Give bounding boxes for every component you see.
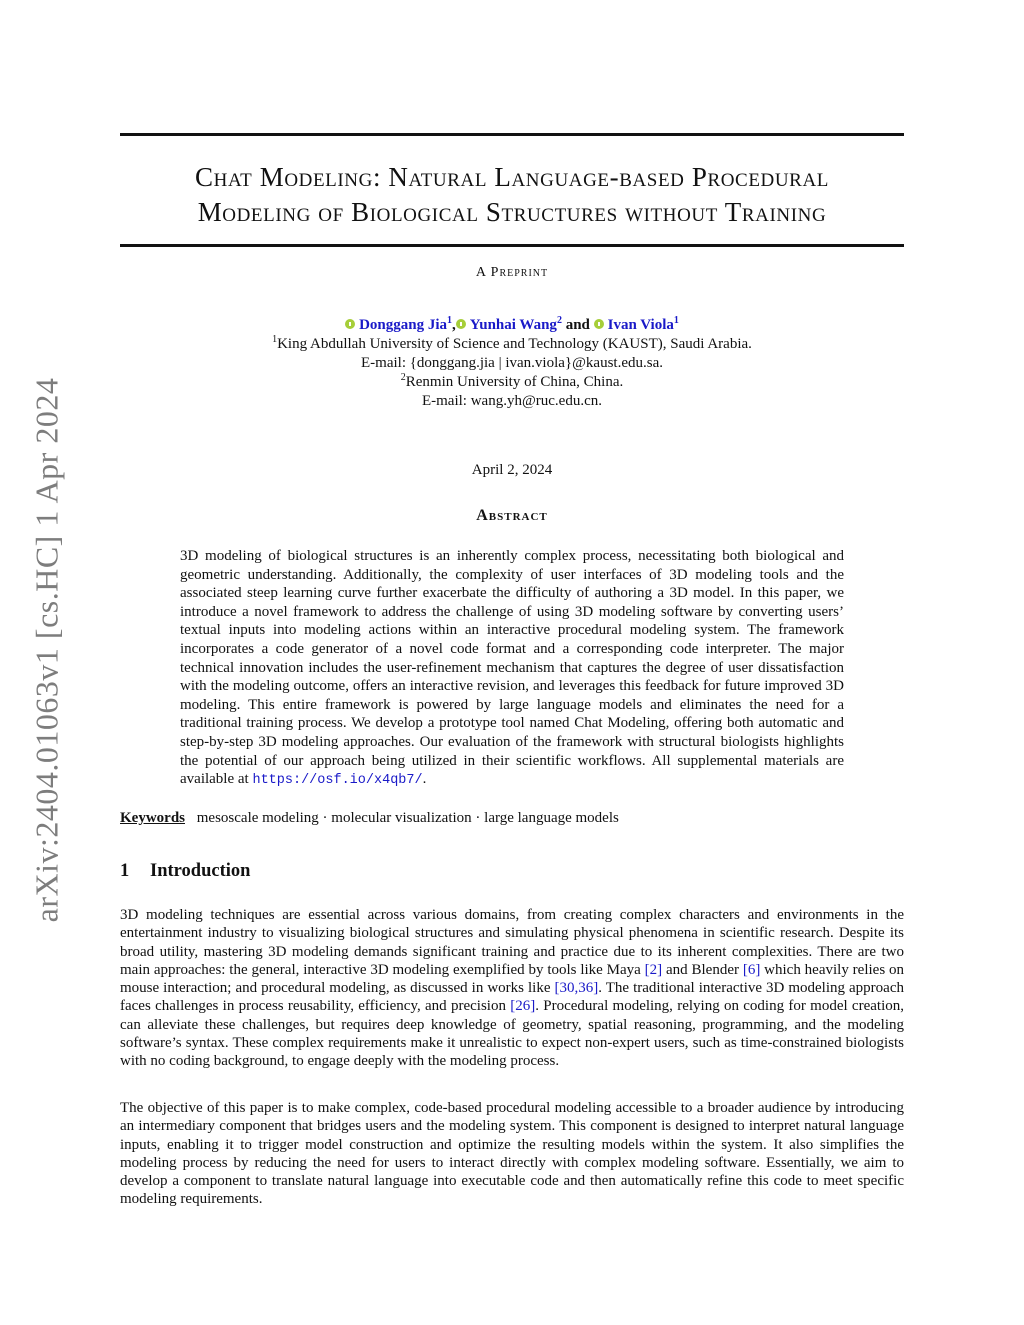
abstract-text: 3D modeling of biological structures is an inherently complex process, necessitating both biological and geometric understanding. Additionally, the complexity of user interfaces of 3D modeling tools and the associated steep learning curve further exacerbate the difficulty of authoring a 3D model. In this paper, we introduce a novel framework to address the challenge of using 3D modeling software by converting users’ textual inputs into modeling actions within an interactive procedural modeling system. The framework incorporates a code generator of a novel code format and a corresponding code interpreter. The major technical innovation includes the user-refinement mechanism that captures the degree of user dissatisfaction with the modeling outcome, offers an interactive revision, and leverages this feedback for future improved 3D modeling. This entire framework is powered by large language models and eliminates the need for a traditional training process. We develop a prototype tool named Chat Modeling, offering both automatic and step-by-step 3D modeling approaches. Our evaluation of the framework with structural biologists highlights the potential of our approach being utilized in their scientific workflows. All supplemental materials are available at	[180, 548, 844, 788]
paragraph-text: which heavily relies on mouse interaction; and procedural modeling, as discussed in works like	[120, 961, 904, 997]
abstract-end: .	[422, 771, 427, 788]
affiliation-2	[120, 373, 904, 392]
title-rule-bottom	[120, 244, 904, 247]
arxiv-side-stamp	[22, 360, 72, 940]
author-block	[120, 316, 904, 411]
paragraph-text: . Procedural modeling, relying on coding for model creation, can alleviate these challenges, but requires deep knowledge of geometry, spatial reasoning, programming, and the modeling software’s syntax. These complex requirements make it unrealistic to expect non-expert users, such as time-constrained biologists with no coding background, to engage deeply with the modeling process.	[120, 998, 904, 1070]
affiliation-text: King Abdullah University of Science and Technology (KAUST), Saudi Arabia.	[277, 336, 752, 352]
author-affil-sup: 1	[447, 315, 453, 326]
paragraph-text: . The traditional interactive 3D modeling approach faces challenges in process reusability, efficiency, and precision	[120, 980, 904, 1015]
supplemental-link[interactable]: https://osf.io/x4qb7/	[252, 773, 423, 789]
abstract-heading: Abstract	[476, 507, 548, 524]
author-separator: ,	[452, 317, 456, 333]
affiliation-1	[120, 335, 904, 354]
keywords-line	[120, 810, 904, 827]
author-separator: and	[565, 317, 590, 333]
title-rule-top	[120, 133, 904, 136]
affiliation-text: Renmin University of China, China.	[405, 374, 624, 390]
author-name[interactable]: Donggang Jia	[359, 317, 448, 333]
section-title: Introduction	[150, 861, 251, 881]
orcid-icon[interactable]	[345, 319, 355, 329]
intro-paragraph-1	[120, 906, 904, 1071]
keywords-list: mesoscale modeling · molecular visualization · large language models	[196, 810, 619, 826]
author-affil-sup: 2	[556, 315, 562, 326]
section-number: 1	[120, 861, 130, 881]
citation-link[interactable]: [26]	[510, 998, 536, 1015]
affiliation-sup: 1	[272, 334, 278, 345]
author-name[interactable]: Yunhai Wang	[469, 317, 557, 333]
citation-link[interactable]: [2]	[644, 961, 663, 978]
paragraph-text: and Blender	[662, 961, 743, 978]
title-line-1: Chat Modeling: Natural Language-based Procedural	[195, 162, 829, 192]
paragraph-text: 3D modeling techniques are essential across various domains, from creating complex characters and environments in the entertainment industry to visualizing biological structures and simulating physical phenomena in scientific research. Despite its broad utility, mastering 3D modeling demands significant training and practice due to its inherent complexities. There are two main approaches: the general, interactive 3D modeling exemplified by tools like Maya	[120, 907, 904, 978]
intro-paragraph-2: The objective of this paper is to make complex, code-based procedural modeling accessible to a broader audience by introducing an intermediary component that bridges users and the modeling system. This component is designed to interpret natural language inputs, enabling it to trigger model construction and optimize the resulting models within the system. It also simplifies the modeling process by reducing the need for users to interact directly with complex modeling software. Essentially, we aim to develop a component to translate natural language into executable code and then automatically refine this code to meet specific modeling requirements.	[120, 1100, 904, 1208]
paper-date: April 2, 2024	[471, 462, 553, 478]
orcid-icon[interactable]	[594, 319, 604, 329]
arxiv-identifier: arXiv:2404.01063v1 [cs.HC] 1 Apr 2024	[28, 377, 65, 923]
citation-link[interactable]: [30,36]	[554, 980, 599, 997]
affiliation-1-email: E-mail: {donggang.jia | ivan.viola}@kaust.edu.sa.	[361, 355, 663, 371]
citation-link[interactable]: [6]	[742, 961, 761, 978]
section-heading	[120, 861, 250, 882]
orcid-icon[interactable]	[456, 319, 466, 329]
author-affil-sup: 1	[673, 315, 679, 326]
preprint-label: A Preprint	[475, 265, 549, 280]
author-name[interactable]: Ivan Viola	[607, 317, 674, 333]
keywords-label: Keywords	[120, 810, 185, 826]
affiliation-2-email: E-mail: wang.yh@ruc.edu.cn.	[421, 393, 602, 409]
affiliation-sup: 2	[400, 372, 406, 383]
author-line	[120, 316, 904, 335]
abstract-body	[180, 547, 844, 791]
paper-title	[120, 160, 904, 230]
title-line-2: Modeling of Biological Structures without Training	[197, 197, 827, 227]
